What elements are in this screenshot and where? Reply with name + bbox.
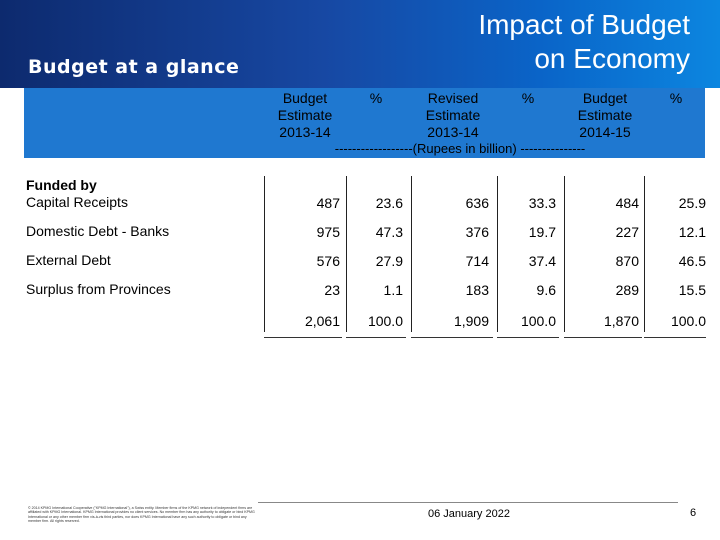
table-cell: 15.5 xyxy=(678,282,706,298)
table-cell: 27.9 xyxy=(375,253,403,269)
table-cell: 289 xyxy=(615,282,639,298)
column-header-re-2013: Revised Estimate 2013-14 xyxy=(425,90,481,140)
table-cell: 576 xyxy=(316,253,340,269)
column-divider xyxy=(411,176,412,332)
table-cell: 37.4 xyxy=(528,253,556,269)
table-cell: 183 xyxy=(465,282,489,298)
column-header-percent-3: % xyxy=(669,90,683,106)
table-cell: 636 xyxy=(465,195,489,211)
table-cell: 975 xyxy=(316,224,340,240)
row-label: External Debt xyxy=(26,252,111,268)
table-cell: 484 xyxy=(615,195,639,211)
total-underline xyxy=(564,337,642,338)
page-number: 6 xyxy=(690,507,697,519)
table-cell: 33.3 xyxy=(528,195,556,211)
total-cell: 2,061 xyxy=(304,313,340,329)
total-cell: 1,909 xyxy=(453,313,489,329)
total-underline xyxy=(497,337,559,338)
table-cell: 227 xyxy=(615,224,639,240)
total-underline xyxy=(346,337,406,338)
total-underline xyxy=(411,337,493,338)
column-divider xyxy=(497,176,498,332)
column-divider xyxy=(644,176,645,332)
table-cell: 1.1 xyxy=(383,282,403,298)
column-divider xyxy=(264,176,265,332)
slide-title-line2: on Economy xyxy=(534,43,690,74)
total-cell: 100.0 xyxy=(367,313,403,329)
slide-title xyxy=(390,8,690,76)
table-cell: 376 xyxy=(465,224,489,240)
column-divider xyxy=(346,176,347,332)
copyright-disclaimer: © 2014 KPMG International Cooperative ("KPMG International"), a Swiss entity. Member firms of the KPMG network of independent firms are affiliated with KPMG International. KPMG International provides no client services. No member firm has any authority to obligate or bind KPMG International or any other member firm vis-à-vis third parties, nor does KPMG International have any such authority to obligate or bind any member firm. All rights reserved. xyxy=(28,506,255,524)
table-cell: 487 xyxy=(316,195,340,211)
total-underline xyxy=(264,337,342,338)
total-underline xyxy=(644,337,706,338)
row-label: Domestic Debt - Banks xyxy=(26,223,170,239)
column-header-percent-2: % xyxy=(521,90,535,106)
column-header-be-2013: Budget Estimate 2013-14 xyxy=(277,90,333,140)
table-cell: 23.6 xyxy=(375,195,403,211)
table-cell: 25.9 xyxy=(678,195,706,211)
column-divider xyxy=(564,176,565,332)
table-cell: 46.5 xyxy=(678,253,706,269)
table-cell: 870 xyxy=(615,253,639,269)
column-header-be-2014: Budget Estimate 2014-15 xyxy=(577,90,633,140)
section-title: Budget at a glance xyxy=(28,56,240,78)
table-cell: 12.1 xyxy=(678,224,706,240)
table-cell: 9.6 xyxy=(536,282,556,298)
footer-divider xyxy=(258,502,678,503)
row-label: Capital Receipts xyxy=(26,194,128,210)
units-line: ------------------(Rupees in billion) --------------- xyxy=(334,141,586,156)
slide-title-line1: Impact of Budget xyxy=(478,9,690,40)
row-label-funded-by: Funded by xyxy=(26,177,97,193)
total-cell: 100.0 xyxy=(520,313,556,329)
footer-date: 06 January 2022 xyxy=(428,508,510,520)
column-header-percent-1: % xyxy=(369,90,383,106)
table-cell: 19.7 xyxy=(528,224,556,240)
table-cell: 47.3 xyxy=(375,224,403,240)
row-label: Surplus from Provinces xyxy=(26,281,171,297)
total-cell: 100.0 xyxy=(670,313,706,329)
table-cell: 714 xyxy=(465,253,489,269)
table-cell: 23 xyxy=(324,282,340,298)
total-cell: 1,870 xyxy=(603,313,639,329)
